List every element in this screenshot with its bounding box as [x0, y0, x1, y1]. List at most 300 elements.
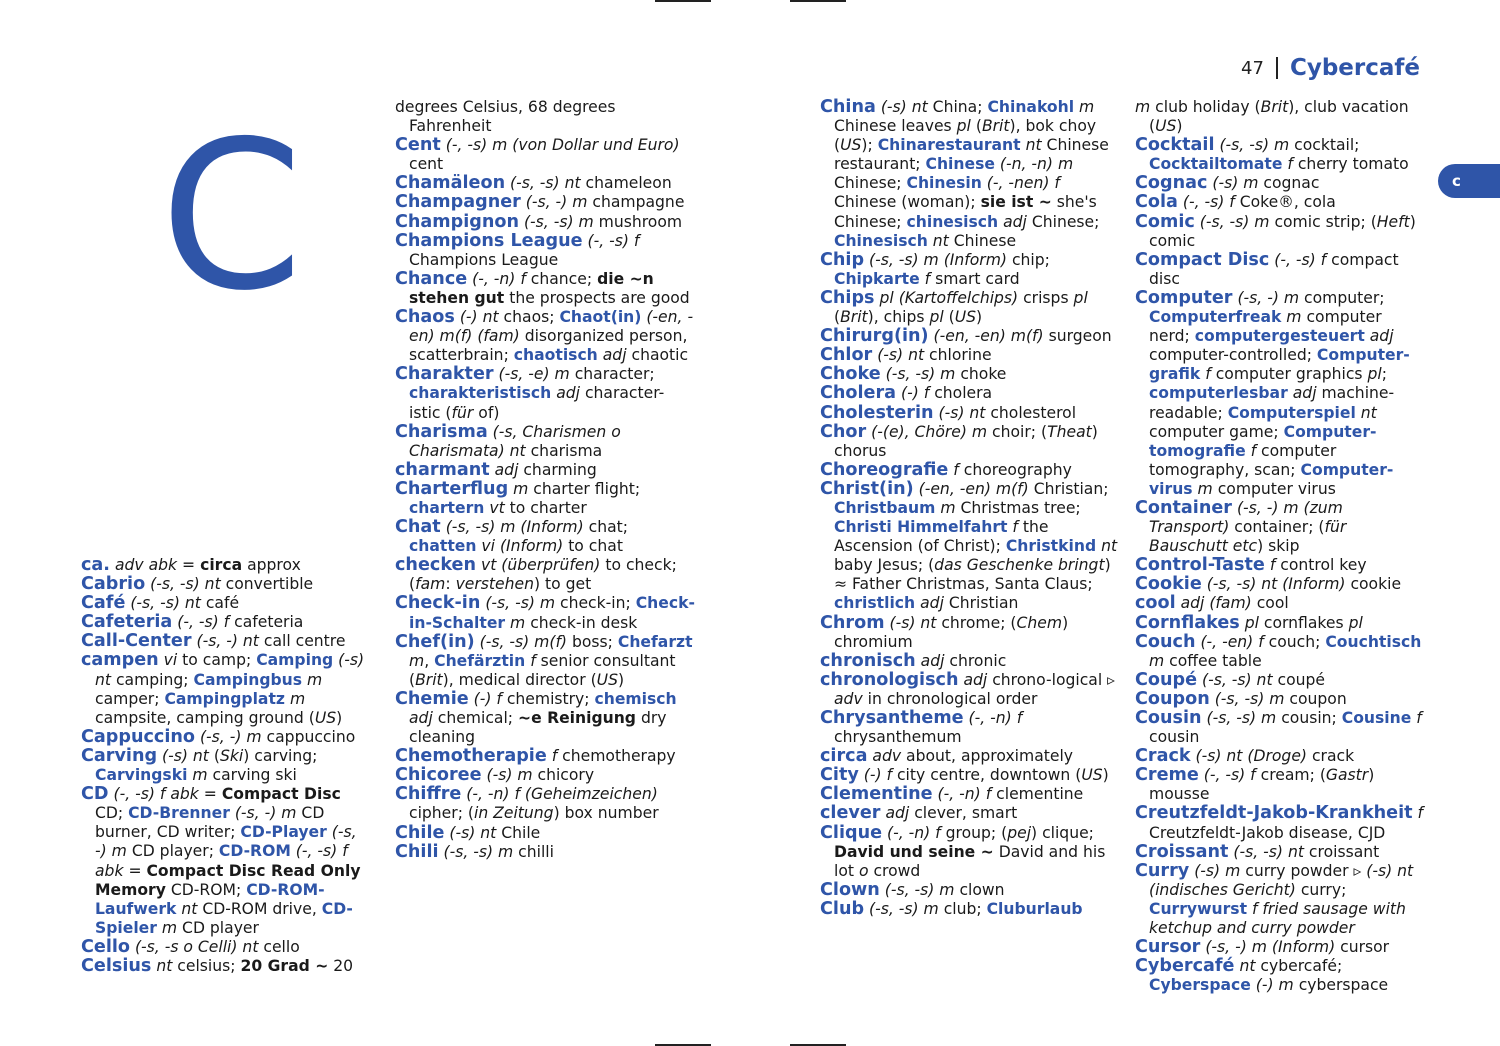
dictionary-entry — [395, 174, 695, 193]
sub-headword: christlich — [834, 594, 916, 613]
headword: Call-Center — [81, 631, 192, 652]
dictionary-entry — [395, 213, 695, 232]
grammar-label: Brit — [840, 308, 868, 327]
dictionary-entry — [395, 690, 695, 747]
headword: Creutzfeldt-Jakob-Krankheit — [1135, 803, 1413, 824]
grammar-label: (-s) nt — [933, 403, 986, 422]
translation-text: ), bok choy ( — [834, 117, 1097, 155]
translation-text: call centre — [258, 632, 346, 651]
sub-headword: Chipkarte — [834, 269, 920, 288]
grammar-label: (-s, -) m (zum Transport) — [1149, 498, 1343, 537]
grammar-label: (-s) nt — [875, 98, 928, 116]
translation-text: ) box number — [553, 804, 659, 823]
translation-text: cipher; ( — [409, 804, 474, 823]
headword: Celsius — [81, 955, 152, 976]
translation-text: city centre, downtown ( — [892, 766, 1082, 785]
dictionary-entry — [820, 747, 1118, 766]
translation-text: computer-controlled; — [1149, 346, 1317, 365]
headword: Cent — [395, 135, 441, 156]
dictionary-entry — [820, 824, 1118, 881]
translation-text: Coke®, cola — [1234, 193, 1336, 212]
headword: Chicoree — [395, 765, 482, 786]
translation-text: convertible — [220, 575, 314, 594]
headword: Cafeteria — [81, 612, 173, 633]
translation-text: celsius; — [172, 956, 241, 975]
translation-text: in chronological order — [862, 689, 1038, 708]
grammar-label: f — [1007, 518, 1018, 537]
headword: Coupé — [1135, 669, 1198, 690]
grammar-label: (-, -s) f — [172, 613, 230, 632]
translation-text: chip; — [1007, 250, 1050, 269]
grammar-label: pl — [929, 308, 944, 327]
dictionary-entry — [81, 613, 373, 632]
dictionary-entry — [820, 98, 1118, 251]
grammar-label: für — [451, 403, 474, 422]
sub-headword: CD-Player — [240, 823, 327, 842]
translation-text: to chat — [563, 537, 623, 556]
grammar-label: nt — [151, 956, 173, 975]
translation-text: cherry tomato — [1292, 155, 1409, 174]
grammar-label: nt — [176, 899, 198, 918]
crop-mark-top-left — [655, 0, 711, 2]
dictionary-entry — [820, 900, 1118, 919]
headword: Cornflakes — [1135, 612, 1240, 633]
headword: Coupon — [1135, 688, 1210, 709]
translation-text: Christian; — [1028, 479, 1109, 498]
dictionary-entry — [395, 518, 695, 556]
headword: Check-in — [395, 593, 481, 614]
headword: cool — [1135, 593, 1176, 614]
translation-text: couch; — [1263, 632, 1326, 651]
section-letter: C — [160, 98, 304, 336]
grammar-label: (-s, -s) nt — [1228, 842, 1304, 861]
headword: Choreografie — [820, 459, 949, 480]
headword: Café — [81, 593, 126, 614]
headword: Compact Disc — [1135, 249, 1270, 270]
grammar-label: pl — [1367, 365, 1382, 384]
translation-text: croissant — [1303, 842, 1380, 861]
dictionary-entry — [820, 785, 1118, 804]
dictionary-entry — [81, 785, 373, 938]
dictionary-column-2 — [395, 98, 695, 862]
grammar-label: (-, -s) f — [1198, 766, 1256, 785]
translation-text: crowd — [868, 861, 921, 880]
grammar-label: f — [546, 747, 558, 766]
translation-text: chance; — [525, 269, 598, 288]
grammar-label: (-n, -n) m — [994, 155, 1074, 174]
translation-text: of) — [473, 403, 500, 422]
dictionary-entry — [1135, 766, 1425, 804]
dictionary-entry — [820, 461, 1118, 480]
grammar-label: Ski — [219, 746, 244, 765]
grammar-label: (-s, -s) m — [1201, 709, 1277, 727]
translation-text: ), chips — [867, 308, 930, 327]
dictionary-entry — [395, 633, 695, 690]
sub-headword: Computerspiel — [1227, 403, 1356, 422]
dictionary-entry — [1135, 709, 1425, 747]
grammar-label: m — [285, 689, 306, 708]
grammar-label: (-s, -) m — [195, 727, 262, 746]
dictionary-entry — [820, 289, 1118, 327]
translation-text: Christmas tree; — [955, 498, 1081, 517]
headword: Chlor — [820, 345, 873, 366]
dictionary-entry — [820, 404, 1118, 423]
translation-text: crisps — [1018, 288, 1074, 307]
grammar-label: (-s, -s) nt — [505, 174, 581, 193]
grammar-label: f — [919, 269, 931, 288]
sub-headword: Camping — [256, 651, 334, 670]
grammar-label: adj — [915, 651, 945, 670]
dictionary-entry — [1135, 98, 1425, 136]
sub-headword: CD-ROM — [218, 842, 291, 861]
dictionary-entry — [820, 766, 1118, 785]
sub-headword: Computer-tomografie — [1149, 422, 1377, 460]
grammar-label: Brit — [1260, 98, 1289, 116]
translation-text: CD-ROM drive, — [197, 899, 322, 918]
translation-text: chaos; — [498, 308, 560, 327]
headword: Chip — [820, 249, 865, 270]
bold-phrase: sie ist ~ — [980, 193, 1052, 212]
grammar-label: (-s, -) m (Inform) — [1200, 938, 1336, 957]
grammar-label: m — [1281, 308, 1302, 327]
bold-phrase: ▹ — [1353, 861, 1362, 880]
translation-text: chilli — [513, 842, 554, 861]
translation-text: character-istic ( — [409, 384, 665, 422]
sub-headword: Campingbus — [193, 670, 303, 689]
grammar-label: (-s) nt — [157, 746, 209, 765]
grammar-label: nt — [927, 231, 949, 250]
grammar-label: (-en, -en) m(f) — [928, 327, 1044, 346]
headword: Cookie — [1135, 574, 1202, 595]
translation-text: computer nerd; — [1149, 308, 1382, 346]
grammar-label: m — [505, 613, 526, 632]
headword: Cholesterin — [820, 402, 934, 423]
headword: Cybercafé — [1135, 956, 1235, 977]
translation-text: choir; ( — [987, 422, 1048, 441]
dictionary-entry — [1135, 174, 1425, 193]
grammar-label: US — [314, 708, 337, 727]
dictionary-column-3 — [820, 98, 1118, 919]
translation-text: curry powder — [1240, 861, 1354, 880]
grammar-label: adj — [489, 460, 519, 479]
grammar-label: (-, -n) f — [467, 269, 526, 288]
sub-headword: CD-ROM-Laufwerk — [95, 880, 325, 918]
dictionary-entry — [81, 728, 373, 747]
dictionary-entry — [395, 556, 695, 594]
translation-text: : — [445, 575, 456, 594]
dictionary-entry — [395, 136, 695, 174]
translation-text: cent — [409, 155, 444, 174]
sub-headword: computerlesbar — [1149, 384, 1288, 403]
grammar-label: m — [187, 766, 208, 785]
headword: Cursor — [1135, 937, 1201, 958]
translation-text: ) — [617, 670, 625, 689]
running-header — [1241, 55, 1420, 81]
sub-headword: Cousine — [1341, 709, 1412, 727]
translation-text: ) carving; — [243, 746, 318, 765]
grammar-label: (-s, -s) m (Inform) — [864, 250, 1007, 269]
headword: Cabrio — [81, 574, 146, 595]
translation-text: ) ≈ Father Christmas, Santa Claus; — [834, 556, 1111, 594]
translation-text: boss; — [567, 632, 618, 651]
headword: charmant — [395, 459, 490, 480]
headword: chronisch — [820, 650, 916, 671]
sub-headword: Couchtisch — [1325, 632, 1422, 651]
translation-text: camping; — [111, 670, 194, 689]
headword: Chat — [395, 517, 441, 538]
dictionary-entry — [1135, 289, 1425, 499]
grammar-label: (-, -s) f abk — [108, 785, 199, 804]
translation-text: Chinese; — [1026, 212, 1100, 231]
dictionary-entry — [820, 327, 1118, 346]
grammar-label: (-s, -) m — [95, 823, 357, 861]
sub-headword: Check-in-Schalter — [409, 594, 695, 632]
translation-text: ( — [834, 308, 841, 327]
grammar-label: adj — [551, 384, 580, 403]
grammar-label: (-s, -s) m — [880, 365, 956, 384]
grammar-label: fam — [415, 575, 446, 594]
translation-text: ) mousse — [1149, 766, 1375, 804]
grammar-label: (-s, -) m — [229, 804, 297, 823]
dictionary-entry — [820, 652, 1118, 671]
dictionary-entry — [1135, 594, 1425, 613]
headword: Chaos — [395, 307, 455, 328]
translation-text: coupé — [1272, 670, 1326, 689]
dictionary-entry — [395, 193, 695, 212]
grammar-label: (-, -s) m (von Dollar und Euro) — [440, 136, 680, 155]
translation-text: campsite, camping ground ( — [95, 708, 315, 727]
grammar-label: Brit — [415, 670, 443, 689]
sub-headword: Currywurst — [1149, 899, 1248, 918]
grammar-label: adj — [409, 709, 433, 727]
grammar-label: Gastr — [1325, 766, 1369, 785]
dictionary-entry — [1135, 957, 1425, 995]
dictionary-entry — [81, 938, 373, 957]
grammar-label: (-s, -s) nt (Inform) — [1201, 575, 1346, 594]
grammar-label: verstehen — [455, 575, 534, 594]
translation-text: Champions League — [409, 250, 559, 269]
grammar-label: m — [1135, 98, 1151, 116]
headword: Chemie — [395, 688, 469, 709]
grammar-label: (-s, -s) m (Inform) — [440, 518, 584, 537]
translation-text: group; ( — [940, 823, 1008, 842]
translation-text: ); — [861, 136, 878, 155]
dictionary-entry — [1135, 747, 1425, 766]
translation-text: choke — [955, 365, 1007, 384]
headword: circa — [820, 746, 868, 767]
translation-text: charming — [518, 460, 597, 479]
translation-text: ), club vacation ( — [1149, 98, 1409, 136]
translation-text: machine-readable; — [1149, 384, 1395, 422]
translation-text: club; — [938, 899, 987, 918]
translation-text: computer; — [1299, 288, 1385, 307]
translation-text: about, approximately — [901, 747, 1074, 766]
grammar-label: (-, -n) f — [963, 709, 1023, 727]
translation-text: café — [200, 594, 240, 613]
grammar-label: (-) m — [1250, 976, 1294, 995]
grammar-label: (-s, -s) nt — [145, 575, 221, 594]
sub-headword: CD-Brenner — [128, 804, 230, 823]
translation-text: mushroom — [593, 212, 683, 231]
grammar-label: f — [1200, 365, 1211, 384]
headword: Control-Taste — [1135, 555, 1265, 576]
sub-headword: Computer-virus — [1149, 460, 1394, 498]
dictionary-entry — [1135, 862, 1425, 938]
translation-text: crack — [1307, 747, 1355, 766]
sub-headword: chatten — [409, 537, 477, 556]
translation-text: computer graphics — [1210, 365, 1368, 384]
headword: checken — [395, 555, 477, 576]
translation-text: China; — [927, 98, 988, 116]
translation-text: ) — [1176, 117, 1183, 136]
translation-text: baby Jesus; ( — [834, 556, 935, 575]
grammar-label: (-s, -s) m(f) — [474, 632, 568, 651]
grammar-label: adj — [1364, 327, 1394, 346]
grammar-label: für Bauschutt etc — [1149, 518, 1347, 556]
grammar-label: (-) f — [468, 689, 502, 708]
dictionary-column-4 — [1135, 98, 1425, 995]
translation-text: , — [424, 651, 435, 670]
grammar-label: vt (überprüfen) — [476, 556, 601, 575]
dictionary-entry — [820, 423, 1118, 461]
grammar-label: US — [596, 670, 618, 689]
translation-text: Christian — [943, 594, 1019, 613]
grammar-label: (-s, -e) m — [493, 365, 570, 384]
dictionary-entry — [820, 365, 1118, 384]
translation-text: senior consultant ( — [409, 651, 676, 689]
grammar-label: f — [1245, 441, 1257, 460]
translation-text: Chinese (woman); — [834, 193, 981, 212]
translation-text: Chinese — [948, 231, 1017, 250]
grammar-label: m — [1149, 651, 1165, 670]
headword: CD — [81, 784, 109, 805]
dictionary-column-1 — [81, 556, 373, 976]
translation-text: club holiday ( — [1150, 98, 1261, 116]
grammar-label: (-s) nt — [95, 651, 365, 689]
dictionary-entry — [395, 308, 695, 365]
grammar-label: (-s, -) m — [520, 193, 588, 212]
sub-headword: Cluburlaub — [986, 899, 1083, 918]
grammar-label: (-, -s) f — [582, 231, 640, 250]
dictionary-entry — [1135, 136, 1425, 174]
dictionary-entry — [1135, 690, 1425, 709]
translation-text: chemical; — [432, 709, 518, 727]
sub-headword: chaotisch — [513, 346, 598, 365]
grammar-label: (-) f — [896, 384, 930, 403]
dictionary-entry — [820, 614, 1118, 652]
headword: Chrysantheme — [820, 708, 964, 728]
headword: Chili — [395, 841, 439, 862]
dictionary-entry — [820, 480, 1118, 614]
headword: Croissant — [1135, 841, 1229, 862]
translation-text: cyberspace — [1293, 976, 1389, 995]
grammar-label: adj — [880, 804, 910, 823]
translation-text: cocktail; — [1289, 136, 1360, 155]
headword: Cocktail — [1135, 135, 1215, 156]
headword: Cappuccino — [81, 726, 195, 747]
sub-headword: computergesteuert — [1194, 327, 1365, 346]
translation-text: ) clique; — [1031, 823, 1094, 842]
sub-headword: Chefarzt — [617, 632, 693, 651]
bold-phrase: David und seine ~ — [834, 842, 994, 861]
translation-text: dry cleaning — [409, 709, 667, 747]
bold-phrase: 20 Grad ~ — [240, 956, 329, 975]
translation-text: check-in desk — [525, 613, 638, 632]
translation-text: disorganized person, scatterbrain; — [409, 327, 688, 365]
grammar-label: (-, -n) f — [882, 823, 941, 842]
dictionary-entry — [395, 766, 695, 785]
translation-text: Creutzfeldt-Jakob disease, CJD — [1149, 823, 1386, 842]
grammar-label: nt — [1355, 403, 1377, 422]
translation-text: control key — [1275, 556, 1367, 575]
translation-text: clever, smart — [909, 804, 1018, 823]
translation-text: choreography — [958, 460, 1072, 479]
dictionary-entry — [1135, 671, 1425, 690]
dictionary-entry — [1135, 843, 1425, 862]
grammar-label: (-en, -en) m(f) (fam) — [409, 308, 694, 346]
grammar-label: (-s, -s) m — [1209, 689, 1285, 708]
headword: Christ(in) — [820, 478, 914, 499]
translation-text: CD burner, CD writer; — [95, 804, 325, 842]
translation-text: ) to get — [534, 575, 592, 594]
sub-headword: Cyberspace — [1149, 976, 1251, 995]
dictionary-entry — [81, 651, 373, 727]
grammar-label: (-s, -s o Celli) nt — [130, 937, 259, 956]
translation-text: approx — [242, 556, 301, 574]
grammar-label: US — [954, 308, 977, 327]
translation-text: cafeteria — [229, 613, 304, 632]
translation-text: chrysanthemum — [834, 728, 962, 747]
translation-text: curry; — [1295, 880, 1347, 899]
grammar-label: das Geschenke bringt — [934, 556, 1105, 575]
translation-text: degrees Celsius, 68 degrees Fahrenheit — [395, 98, 616, 136]
grammar-label: (-s) nt (indisches Gericht) — [1149, 861, 1414, 899]
translation-text: to charter — [504, 498, 587, 517]
dictionary-entry — [820, 251, 1118, 289]
grammar-label: m — [409, 651, 425, 670]
dictionary-entry — [81, 957, 373, 976]
translation-text: clementine — [991, 785, 1084, 804]
thumb-index-tab[interactable]: c — [1438, 164, 1500, 198]
grammar-label: US — [1081, 766, 1103, 785]
grammar-label: adj — [915, 594, 944, 613]
grammar-label: (-) f — [858, 766, 893, 785]
translation-text: chrome; ( — [936, 613, 1017, 632]
grammar-label: nt — [1234, 957, 1256, 976]
dictionary-entry — [81, 575, 373, 594]
translation-text: cornflakes — [1258, 613, 1349, 632]
translation-text: chemistry; — [501, 689, 595, 708]
sub-headword: chartern — [409, 498, 485, 517]
translation-text: chronic — [944, 651, 1007, 670]
dictionary-entry — [1135, 938, 1425, 957]
dictionary-entry — [395, 594, 695, 632]
grammar-label: (-s, -s) nt — [125, 594, 201, 613]
headword: ca. — [81, 555, 110, 575]
translation-text: chlorine — [924, 346, 992, 365]
sub-headword: chinesisch — [906, 212, 999, 231]
dictionary-entry — [1135, 193, 1425, 212]
translation-text: carving ski — [207, 766, 297, 785]
grammar-label: (-s) nt — [872, 346, 925, 365]
headword: Creme — [1135, 765, 1199, 786]
dictionary-entry — [395, 98, 695, 136]
grammar-label: (-, -nen) f — [981, 174, 1060, 193]
translation-text: David and his lot — [834, 842, 1106, 880]
grammar-label: f — [1411, 709, 1422, 727]
bold-phrase: circa — [200, 556, 243, 574]
headword: chronologisch — [820, 669, 959, 690]
